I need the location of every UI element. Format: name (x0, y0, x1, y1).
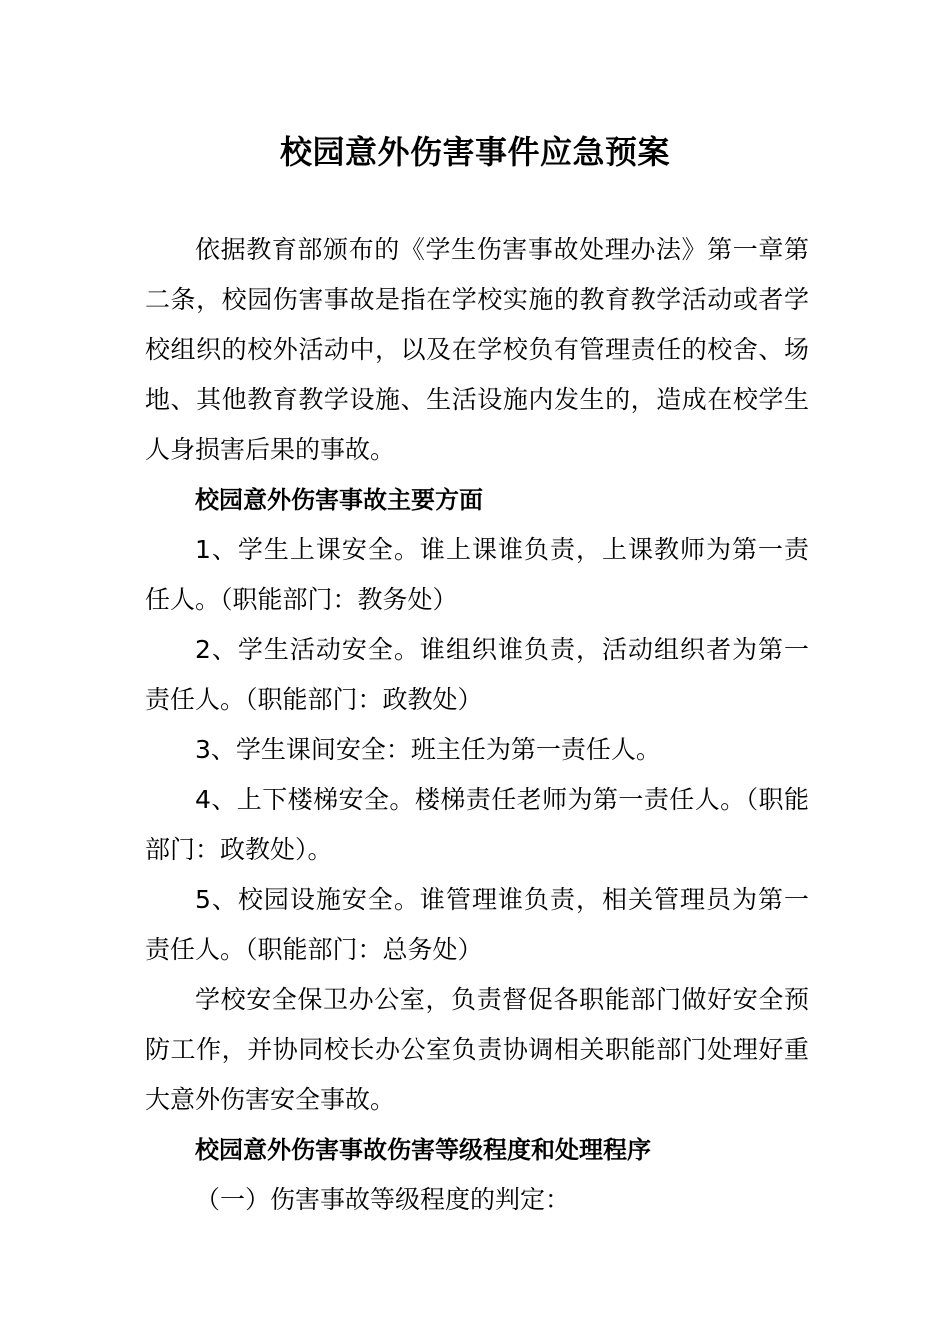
intro-paragraph: 依据教育部颁布的《学生伤害事故处理办法》第一章第二条，校园伤害事故是指在学校实施的教育教学活动或者学校组织的校外活动中，以及在学校负有管理责任的校舍、场地、其他教育教学设施、生活设施内发生的，造成在校学生人身损害后果的事故。 (145, 235, 809, 464)
document-body (145, 225, 809, 1225)
list-item-activity-safety: 2、学生活动安全。谁组织谁负责，活动组织者为第一责任人。（职能部门：政教处） (145, 635, 809, 714)
list-item-class-safety: 1、学生上课安全。谁上课谁负责，上课教师为第一责任人。（职能部门：教务处） (145, 535, 809, 614)
list-item-facility-safety: 5、校园设施安全。谁管理谁负责，相关管理员为第一责任人。（职能部门：总务处） (145, 885, 809, 964)
subsection-injury-level-judgment: （一）伤害事故等级程度的判定： (195, 1185, 571, 1214)
section-heading-injury-levels: 校园意外伤害事故伤害等级程度和处理程序 (195, 1136, 651, 1164)
list-item-break-safety: 3、学生课间安全：班主任为第一责任人。 (195, 735, 661, 764)
list-item-stairs-safety: 4、上下楼梯安全。楼梯责任老师为第一责任人。（职能部门：政教处）。 (145, 785, 809, 864)
section-heading-main-aspects: 校园意外伤害事故主要方面 (195, 486, 483, 514)
security-office-paragraph: 学校安全保卫办公室，负责督促各职能部门做好安全预防工作，并协同校长办公室负责协调相关职能部门处理好重大意外伤害安全事故。 (145, 985, 809, 1114)
document-title: 校园意外伤害事件应急预案 (279, 133, 670, 171)
